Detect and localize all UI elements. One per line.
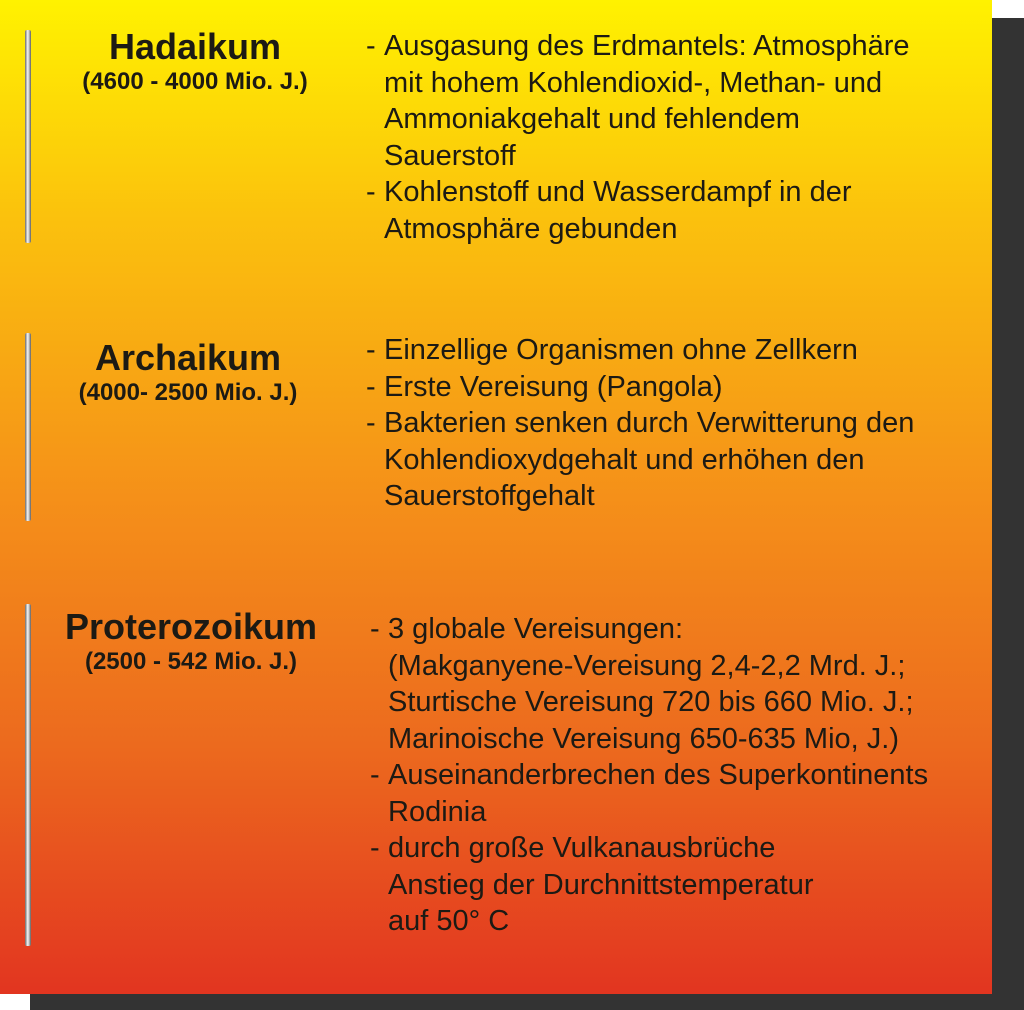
era-facts-list [366, 332, 914, 515]
list-item: - Auseinanderbrechen des Superkontinents Rodinia [370, 757, 928, 830]
list-item: - Bakterien senken durch Verwitterung den Kohlendioxydgehalt und erhöhen den Sauerstoffgehalt [366, 405, 914, 515]
list-item: - durch große Vulkanausbrüche Anstieg der Durchnittstemperatur auf 50° C [370, 830, 928, 940]
era-title: Hadaikum [108, 26, 282, 67]
list-item: - Ausgasung des Erdmantels: Atmosphäre mit hohem Kohlendioxid-, Methan- und Ammoniakgehalt und fehlendem Sauerstoff [366, 28, 910, 174]
era-heading [30, 607, 352, 677]
era-heading [30, 27, 360, 97]
era-date-range: (2500 - 542 Mio. J.) [84, 648, 298, 675]
list-item: - Kohlenstoff und Wasserdampf in der Atmosphäre gebunden [366, 174, 910, 247]
era-title: Proterozoikum [64, 606, 318, 647]
era-facts-list [370, 611, 928, 940]
era-facts-list [366, 28, 910, 247]
list-item: - Erste Vereisung (Pangola) [366, 369, 914, 406]
era-date-range: (4000- 2500 Mio. J.) [78, 379, 298, 406]
list-item: - 3 globale Vereisungen: (Makganyene-Vereisung 2,4-2,2 Mrd. J.; Sturtische Vereisung 720 bis 660 Mio. J.; Marinoische Vereisung 650-635 Mio, J.) [370, 611, 928, 757]
list-item: - Einzellige Organismen ohne Zellkern [366, 332, 914, 369]
era-title: Archaikum [94, 337, 282, 378]
era-date-range: (4600 - 4000 Mio. J.) [82, 68, 308, 95]
era-heading [30, 338, 346, 408]
